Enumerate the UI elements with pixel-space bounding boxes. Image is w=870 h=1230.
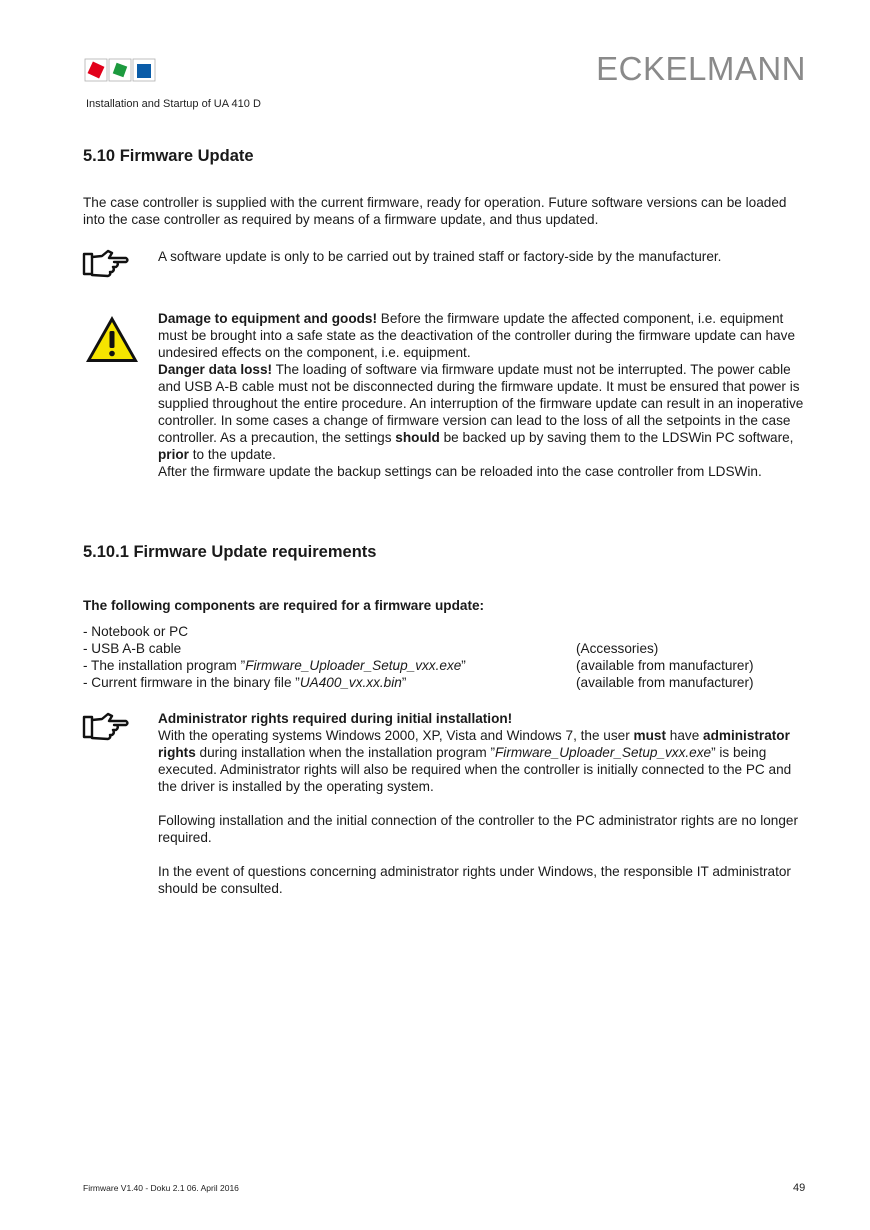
pointing-hand-icon [82, 248, 130, 278]
warning-triangle-icon [84, 314, 140, 364]
item-text-suffix: ” [461, 658, 466, 673]
eckelmann-logo-icon [84, 58, 156, 84]
components-heading: The following components are required for a firmware update: [83, 598, 485, 613]
prior-emphasis: prior [158, 447, 189, 462]
data-loss-text-2: be backed up by saving them to the LDSWin PC software, [439, 430, 794, 445]
pointing-hand-icon [82, 711, 130, 741]
damage-title: Damage to equipment and goods! [158, 311, 378, 326]
item-text: - USB A-B cable [83, 641, 182, 656]
item-text: - Current firmware in the binary file ” [83, 675, 300, 690]
data-loss-text-1: The loading of software via firmware update must not be interrupted. The power cable and USB A-B cable must not be disconnected during the firmware update. It must be ensured that power is supplied throughout the entire procedure. An interruption of the firmware update can result in an inoperative controller. In some cases a change of firmware version can lead to the loss of all the setpoints in the case controller. As a precaution, the settings [158, 362, 804, 445]
note-text: A software update is only to be carried out by trained staff or factory-side by the manufacturer. [158, 249, 722, 264]
list-item [83, 623, 803, 640]
damage-text: Before the firmware update the affected component, i.e. equipment must be brought into a safe state as the deactivation of the controller during the firmware update can have undesired effects on the component, i.e. equipment. [158, 311, 796, 360]
admin-paragraph-2: Following installation and the initial connection of the controller to the PC administrator rights are no longer required. [158, 813, 799, 845]
must-emphasis: must [633, 728, 666, 743]
data-loss-title: Danger data loss! [158, 362, 273, 377]
list-item [83, 640, 803, 657]
list-item [83, 674, 803, 691]
subsection-heading: 5.10.1 Firmware Update requirements [83, 543, 377, 561]
admin-text-a: With the operating systems Windows 2000, XP, Vista and Windows 7, the user [158, 728, 634, 743]
section-heading: 5.10 Firmware Update [83, 147, 254, 165]
admin-filename: Firmware_Uploader_Setup_vxx.exe [495, 745, 712, 760]
admin-title [158, 710, 808, 727]
list-item [83, 657, 803, 674]
item-text-suffix: ” [401, 675, 407, 690]
admin-text-c: during installation when the installation program ” [195, 745, 495, 760]
item-note: (available from manufacturer) [576, 658, 754, 673]
intro-paragraph: The case controller is supplied with the current firmware, ready for operation. Future software versions can be loaded into the case controller as required by means of a firmware update, and thus updated. [83, 195, 787, 227]
warning-block [158, 310, 806, 480]
item-note: (Accessories) [576, 641, 659, 656]
page-number: 49 [793, 1182, 806, 1194]
after-update-paragraph: After the firmware update the backup settings can be reloaded into the case controller from LDSWin. [158, 464, 762, 479]
logo-blue-square [137, 64, 151, 78]
admin-title-text: Administrator rights required during initial installation! [158, 711, 513, 726]
admin-paragraph-3: In the event of questions concerning administrator rights under Windows, the responsible IT administrator should be consulted. [158, 864, 791, 896]
should-emphasis: should [395, 430, 440, 445]
brand-name: ECKELMANN [596, 50, 806, 87]
item-text: - Notebook or PC [83, 624, 189, 639]
data-loss-paragraph [158, 361, 806, 463]
admin-text-b: have [666, 728, 704, 743]
logo-green-diamond [109, 59, 130, 80]
item-filename: Firmware_Uploader_Setup_vxx.exe [245, 658, 462, 673]
item-note: (available from manufacturer) [576, 675, 754, 690]
admin-rights-emphasis: administrator rights [158, 728, 790, 760]
admin-rights-note [158, 710, 808, 897]
admin-paragraph-1 [158, 727, 808, 795]
item-filename: UA400_vx.xx.bin [299, 675, 402, 690]
data-loss-text-3: to the update. [188, 447, 276, 462]
item-text: - The installation program ” [83, 658, 246, 673]
logo-red-diamond [84, 58, 107, 81]
footer-version: Firmware V1.40 - Doku 2.1 06. April 2016 [83, 1183, 239, 1193]
document-subtitle: Installation and Startup of UA 410 D [86, 98, 261, 110]
admin-text-d: ” is being executed. Administrator rights will also be required when the controller is initially connected to the PC and the driver is installed by the operating system. [158, 745, 792, 794]
damage-paragraph [158, 310, 806, 361]
components-list [83, 623, 803, 691]
